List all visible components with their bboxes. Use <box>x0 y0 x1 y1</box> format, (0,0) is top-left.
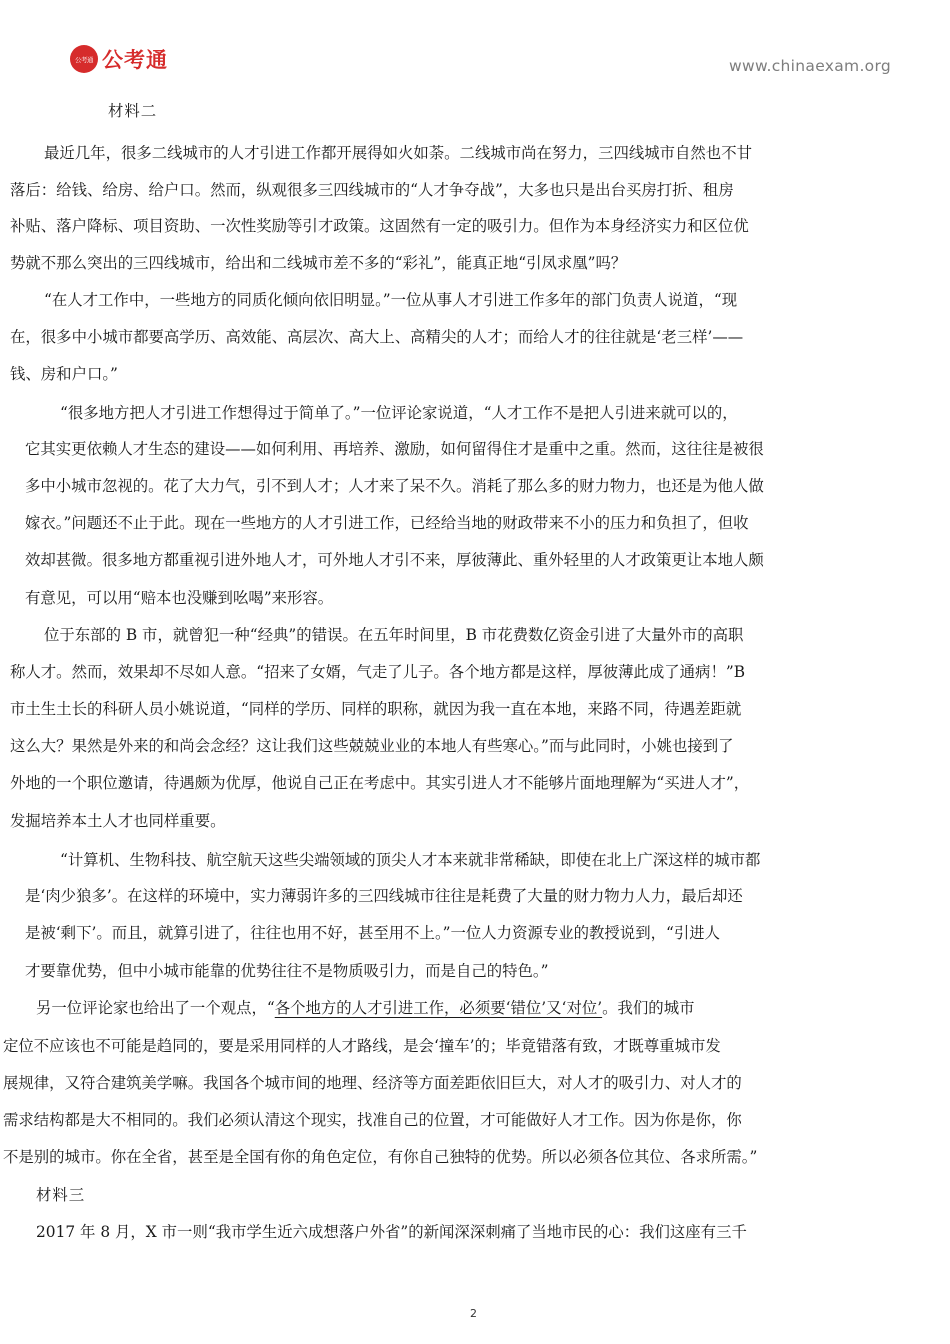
text-line: 是被‘剩下’。而且，就算引进了，往往也用不好，甚至用不上。”一位人力资源专业的教授说到，“引进人 <box>25 924 721 942</box>
text-segment: 。我们的城市 <box>602 999 695 1017</box>
text-line: 效却甚微。很多地方都重视引进外地人才，可外地人才引不来，厚彼薄此、重外轻里的人才政策更让本地人颇 <box>25 551 764 569</box>
text-line: 外地的一个职位邀请，待遇颇为优厚，他说自己正在考虑中。其实引进人才不能够片面地理解为“买进人才”， <box>10 774 750 792</box>
text-line: 是‘肉少狼多’。在这样的环境中，实力薄弱许多的三四线城市往往是耗费了大量的财力物力人力，最后却还 <box>25 887 743 905</box>
text-line: “很多地方把人才引进工作想得过于简单了。”一位评论家说道，“人才工作不是把人引进来就可以的， <box>60 404 738 422</box>
page-number: 2 <box>470 1307 477 1320</box>
text-line: 需求结构都是大不相同的。我们必须认清这个现实，找准自己的位置，才可能做好人才工作。因为你是你，你 <box>3 1111 742 1129</box>
text-line: 在，很多中小城市都要高学历、高效能、高层次、高大上、高精尖的人才；而给人才的往往就是‘老三样’—— <box>10 328 744 346</box>
text-line: 有意见，可以用“赔本也没赚到吆喝”来形容。 <box>25 589 334 607</box>
text-line: 不是别的城市。你在全省，甚至是全国有你的角色定位，有你自己独特的优势。所以必须各位其位、各求所需。” <box>3 1148 758 1166</box>
logo-text: 公考通 <box>102 48 168 72</box>
text-line: 才要靠优势，但中小城市能靠的优势往往不是物质吸引力，而是自己的特色。” <box>25 962 549 980</box>
text-line: 嫁衣。”问题还不止于此。现在一些地方的人才引进工作，已经给当地的财政带来不小的压力和负担了，但收 <box>25 514 749 532</box>
underlined-quote: 各个地方的人才引进工作，必须要‘错位’又‘对位’ <box>274 999 603 1017</box>
section-title-material-2: 材料二 <box>108 102 158 120</box>
website-url: www.chinaexam.org <box>729 57 891 75</box>
text-line: 这么大？果然是外来的和尚会念经？这让我们这些兢兢业业的本地人有些寒心。”而与此同时，小姚也接到了 <box>10 737 734 755</box>
text-line-with-quote <box>36 998 694 1018</box>
text-line: 发掘培养本土人才也同样重要。 <box>10 812 226 830</box>
text-line: “在人才工作中，一些地方的同质化倾向依旧明显。”一位从事人才引进工作多年的部门负责人说道，“现 <box>44 291 738 309</box>
text-line: 展规律，又符合建筑美学嘛。我国各个城市间的地理、经济等方面差距依旧巨大，对人才的吸引力、对人才的 <box>3 1074 742 1092</box>
text-line: 位于东部的 B 市，就曾犯一种“经典”的错误。在五年时间里，B 市花费数亿资金引进了大量外市的高职 <box>44 626 744 644</box>
text-line: 钱、房和户口。” <box>10 365 118 383</box>
brand-logo <box>70 44 168 74</box>
text-segment: 另一位评论家也给出了一个观点，“ <box>36 999 275 1017</box>
text-line: 市土生土长的科研人员小姚说道，“同样的学历、同样的职称，就因为我一直在本地，来路不同，待遇差距就 <box>10 700 742 718</box>
text-line: 最近几年，很多二线城市的人才引进工作都开展得如火如荼。二线城市尚在努力，三四线城市自然也不甘 <box>44 144 752 162</box>
text-line: 称人才。然而，效果却不尽如人意。“招来了女婿，气走了儿子。各个地方都是这样，厚彼薄此成了通病！”B <box>10 663 746 681</box>
text-line: 补贴、落户降标、项目资助、一次性奖励等引才政策。这固然有一定的吸引力。但作为本身经济实力和区位优 <box>10 217 749 235</box>
text-line: 势就不那么突出的三四线城市，给出和二线城市差不多的“彩礼”，能真正地“引凤求凰”吗？ <box>10 254 627 272</box>
text-line: 2017 年 8 月，X 市一则“我市学生近六成想落户外省”的新闻深深刺痛了当地市民的心：我们这座有三千 <box>36 1223 747 1241</box>
logo-icon: 公考通 <box>70 45 98 73</box>
text-line: “计算机、生物科技、航空航天这些尖端领域的顶尖人才本来就非常稀缺，即使在北上广深这样的城市都 <box>60 851 761 869</box>
text-line: 定位不应该也不可能是趋同的，要是采用同样的人才路线，是会‘撞车’的；毕竟错落有致，才既尊重城市发 <box>3 1037 721 1055</box>
section-title-material-3: 材料三 <box>36 1186 86 1204</box>
text-line: 落后：给钱、给房、给户口。然而，纵观很多三四线城市的“人才争夺战”，大多也只是出台买房打折、租房 <box>10 181 734 199</box>
text-line: 多中小城市忽视的。花了大力气，引不到人才；人才来了呆不久。消耗了那么多的财力物力，也还是为他人做 <box>25 477 764 495</box>
text-line: 它其实更依赖人才生态的建设——如何利用、再培养、激励，如何留得住才是重中之重。然而，这往往是被很 <box>25 440 764 458</box>
